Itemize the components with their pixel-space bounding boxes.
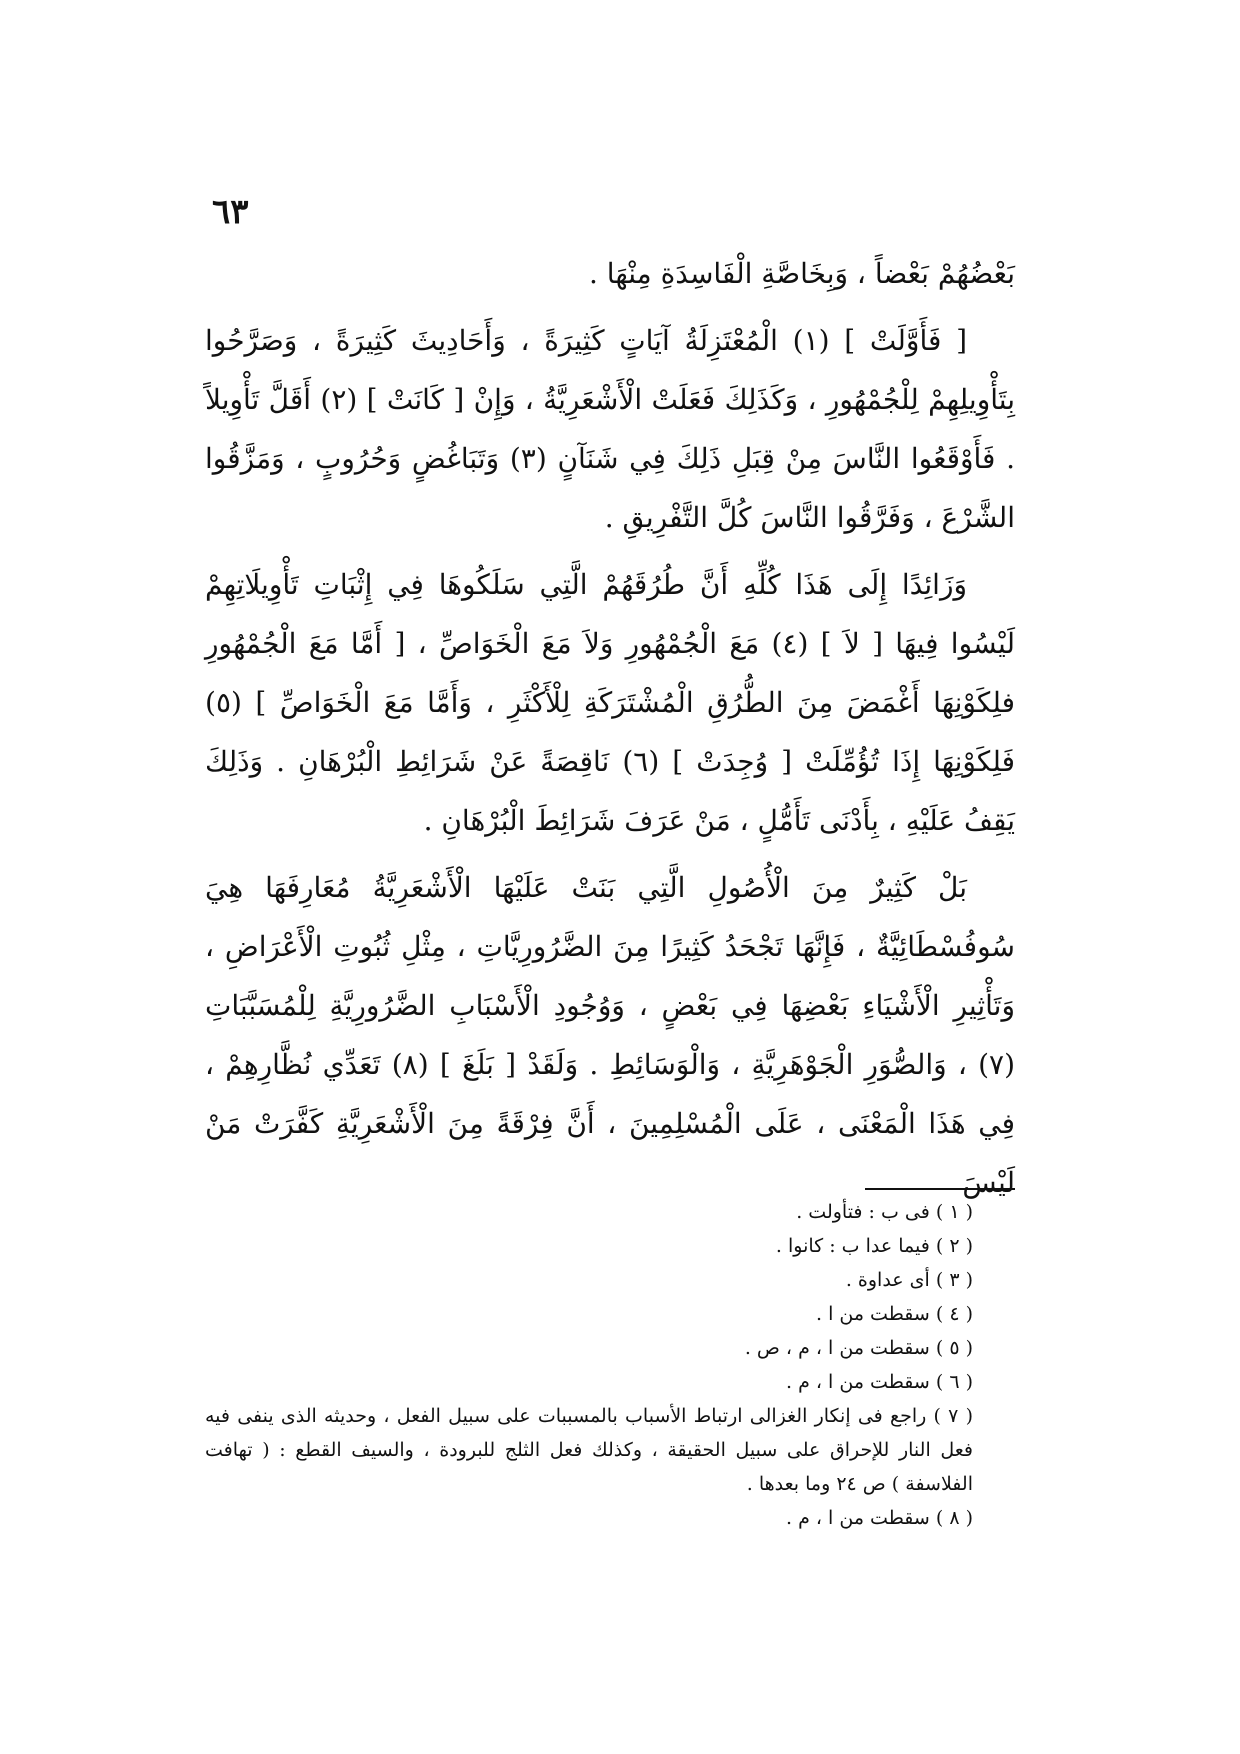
footnote-6: ( ٦ ) سقطت من ا ، م . (786, 1371, 973, 1393)
paragraph-2: [ فَأَوَّلَتْ ] (١) الْمُعْتَزِلَةُ آيَاتٍ كَثِيرَةً ، وَأَحَادِيثَ كَثِيرَةً ، وَصَرَّحُوا بِتَأْوِيلِهِمْ لِلْجُمْهُورِ ، وَكَذَلِكَ فَعَلَتْ الْأَشْعَرِيَّةُ ، وَإِنْ [ كَانَتْ ] (٢) أَقَلَّ تَأْوِيلاً . فَأَوْقَعُوا النَّاسَ مِنْ قِبَلِ ذَلِكَ فِي شَنَآنٍ (٣) وَتَبَاغُضٍ وَحُرُوبٍ ، وَمَزَّقُوا الشَّرْعَ ، وَفَرَّقُوا النَّاسَ كُلَّ التَّفْرِيقِ . (205, 324, 1016, 534)
footnote-divider (865, 1188, 1015, 1190)
footnote-2: ( ٢ ) فيما عدا ب : كانوا . (775, 1235, 973, 1257)
footnote-1: ( ١ ) فى ب : فتأولت . (796, 1201, 973, 1223)
paragraph-4: بَلْ كَثِيرٌ مِنَ الْأُصُولِ الَّتِي بَنَتْ عَلَيْهَا الْأَشْعَرِيَّةُ مُعَارِفَهَا هِيَ سُوفُسْطَائِيَّةٌ ، فَإِنَّهَا تَجْحَدُ كَثِيرًا مِنَ الضَّرُورِيَّاتِ ، مِثْلِ ثُبُوتِ الْأَعْرَاضِ ، وَتَأْثِيرِ الْأَشْيَاءِ بَعْضِهَا فِي بَعْضٍ ، وَوُجُودِ الْأَسْبَابِ الضَّرُورِيَّةِ لِلْمُسَبَّبَاتِ (٧) ، وَالصُّوَرِ الْجَوْهَرِيَّةِ ، وَالْوَسَائِطِ . وَلَقَدْ [ بَلَغَ ] (٨) تَعَدِّي نُظَّارِهِمْ ، فِي هَذَا الْمَعْنَى ، عَلَى الْمُسْلِمِينَ ، أَنَّ فِرْقَةً مِنَ الْأَشْعَرِيَّةِ كَفَّرَتْ مَنْ لَيْسَ (205, 871, 1015, 1199)
paragraph-3: وَزَائِدًا إِلَى هَذَا كُلِّهِ أَنَّ طُرُقَهُمْ الَّتِي سَلَكُوهَا فِي إِثْبَاتِ تَأْوِيلَاتِهِمْ لَيْسُوا فِيهَا [ لاَ ] (٤) مَعَ الْجُمْهُورِ وَلاَ مَعَ الْخَوَاصِّ ، [ أَمَّا مَعَ الْجُمْهُورِ فلِكَوْنِهَا أَغْمَضَ مِنَ الطُّرُقِ الْمُشْتَرَكَةِ لِلْأَكْثَرِ ، وَأَمَّا مَعَ الْخَوَاصِّ ] (٥) فَلِكَوْنِهَا إِذَا تُؤُمِّلَتْ [ وُجِدَتْ ] (٦) نَاقِصَةً عَنْ شَرَائِطِ الْبُرْهَانِ . وَذَلِكَ يَقِفُ عَلَيْهِ ، بِأَدْنَى تَأَمُّلٍ ، مَنْ عَرَفَ شَرَائِطَ الْبُرْهَانِ . (205, 568, 1015, 837)
footnotes (205, 1195, 1015, 1535)
footnote-4: ( ٤ ) سقطت من ا . (815, 1303, 973, 1325)
paragraph-1: بَعْضُهُمْ بَعْضاً ، وَبِخَاصَّةِ الْفَاسِدَةِ مِنْهَا . (588, 257, 1015, 290)
footnote-5: ( ٥ ) سقطت من ا ، م ، ص . (744, 1337, 973, 1359)
footnote-7: ( ٧ ) راجع فى إنكار الغزالى ارتباط الأسباب بالمسببات على سبيل الفعل ، وحديثه الذى ينفى فيه فعل النار للإحراق على سبيل الحقيقة ، وكذلك فعل الثلج للبرودة ، والسيف القطع : ( تهافت الفلاسفة ) ص ٢٤ وما بعدها . (205, 1405, 973, 1495)
footnote-8: ( ٨ ) سقطت من ا ، م . (786, 1507, 973, 1529)
main-text (205, 244, 1015, 1220)
page-number: ٦٣ (212, 192, 249, 232)
footnote-3: ( ٣ ) أى عداوة . (845, 1269, 973, 1291)
